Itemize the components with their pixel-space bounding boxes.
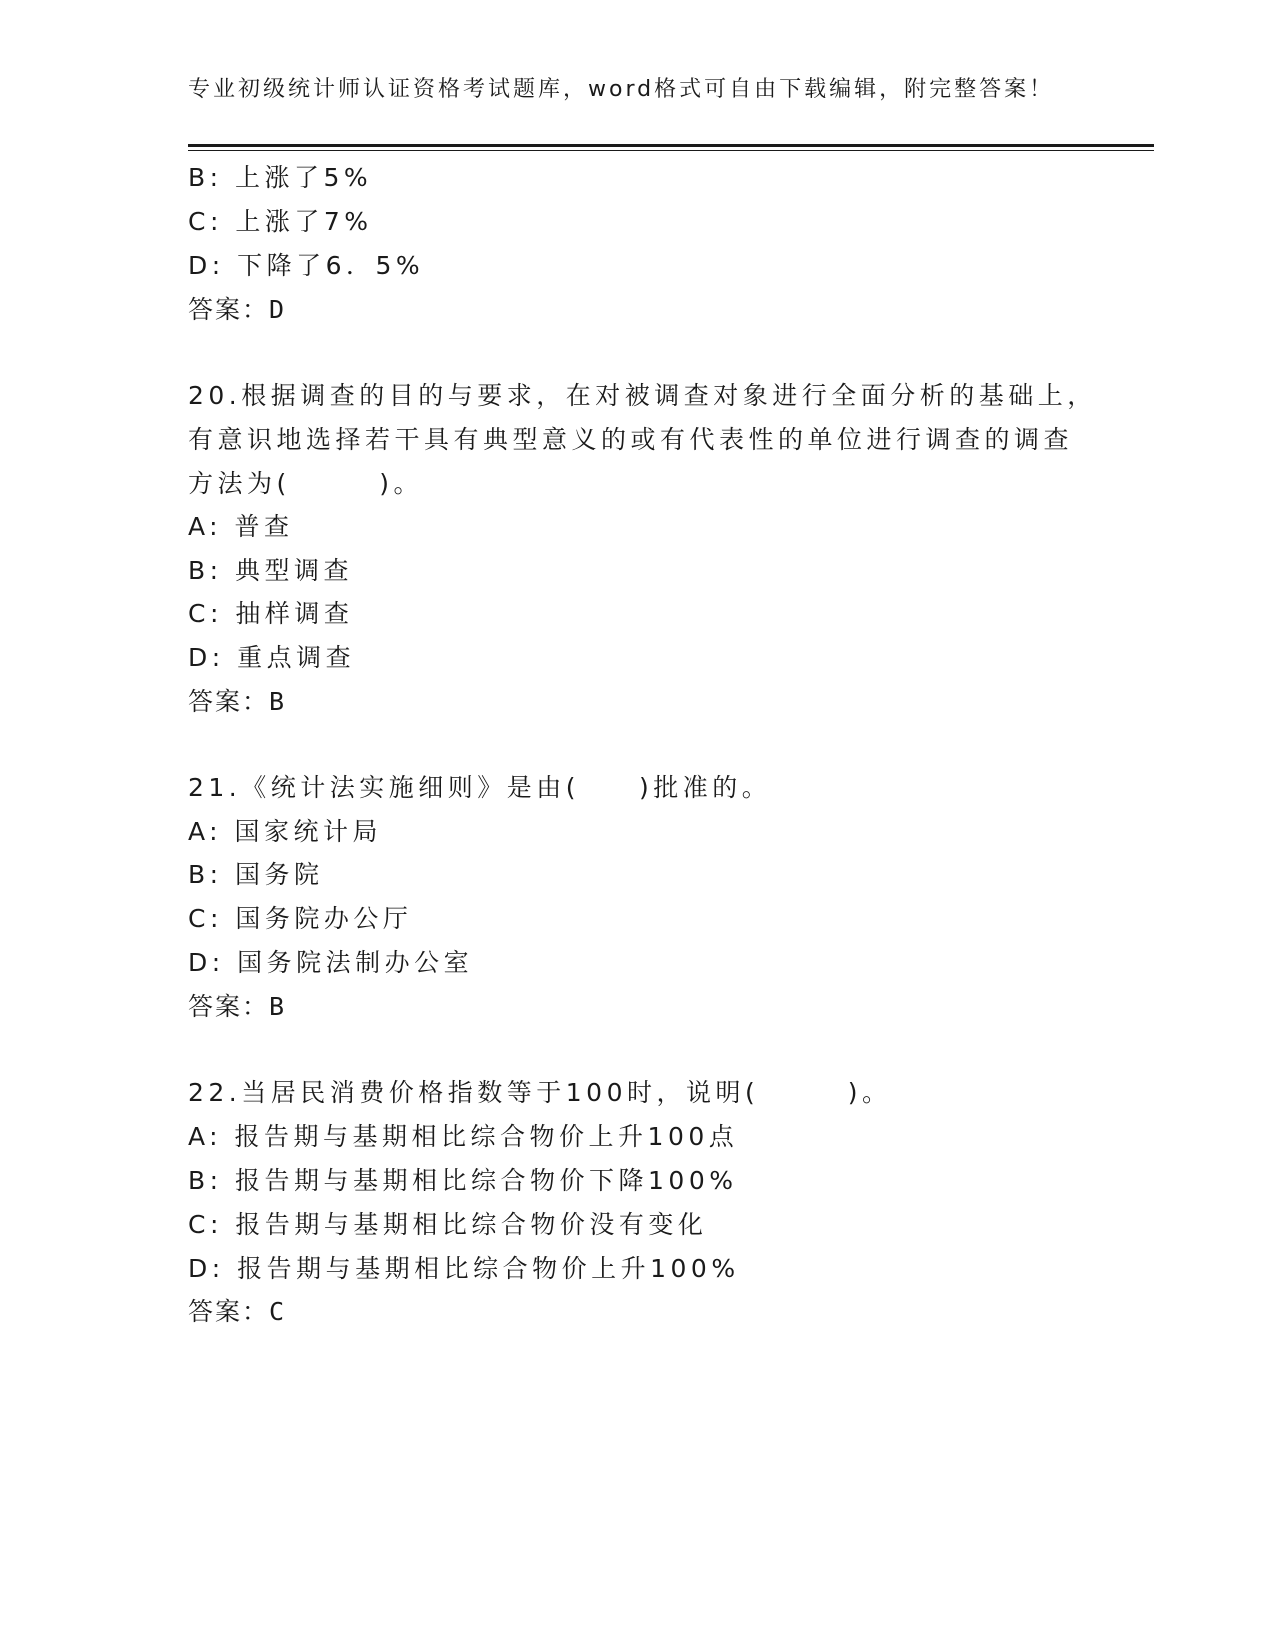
question-stem: 20.根据调查的目的与要求，在对被调查对象进行全面分析的基础上，: [188, 381, 1097, 410]
question-stem: 有意识地选择若干具有典型意义的或有代表性的单位进行调查的调查: [188, 425, 1074, 454]
option-d: D: 报告期与基期相比综合物价上升100%: [188, 1254, 740, 1283]
option-d: D: 国务院法制办公室: [188, 948, 474, 977]
answer-line: 答案：B: [188, 992, 287, 1021]
option-c: C: 抽样调查: [188, 599, 354, 628]
option-d: D: 下降了6．5%: [188, 251, 425, 280]
option-c: C: 报告期与基期相比综合物价没有变化: [188, 1210, 708, 1239]
header-divider: [188, 144, 1154, 147]
option-c: C: 上涨了7%: [188, 207, 373, 236]
option-b: B: 上涨了5%: [188, 163, 373, 192]
option-b: B: 国务院: [188, 860, 324, 889]
option-a: A: 国家统计局: [188, 817, 383, 846]
page-header: 专业初级统计师认证资格考试题库，word格式可自由下载编辑，附完整答案！: [188, 77, 1055, 102]
option-b: B: 典型调查: [188, 556, 354, 585]
answer-line: 答案：D: [188, 295, 287, 324]
option-a: A: 普查: [188, 512, 294, 541]
option-a: A: 报告期与基期相比综合物价上升100点: [188, 1122, 739, 1151]
answer-line: 答案：C: [188, 1297, 287, 1326]
question-stem: 21.《统计法实施细则》是由( )批准的。: [188, 773, 772, 802]
option-c: C: 国务院办公厅: [188, 904, 413, 933]
question-stem: 22.当居民消费价格指数等于100时，说明( )。: [188, 1078, 892, 1107]
option-b: B: 报告期与基期相比综合物价下降100%: [188, 1166, 738, 1195]
option-d: D: 重点调查: [188, 643, 356, 672]
answer-line: 答案：B: [188, 687, 287, 716]
question-stem: 方法为( )。: [188, 469, 424, 498]
